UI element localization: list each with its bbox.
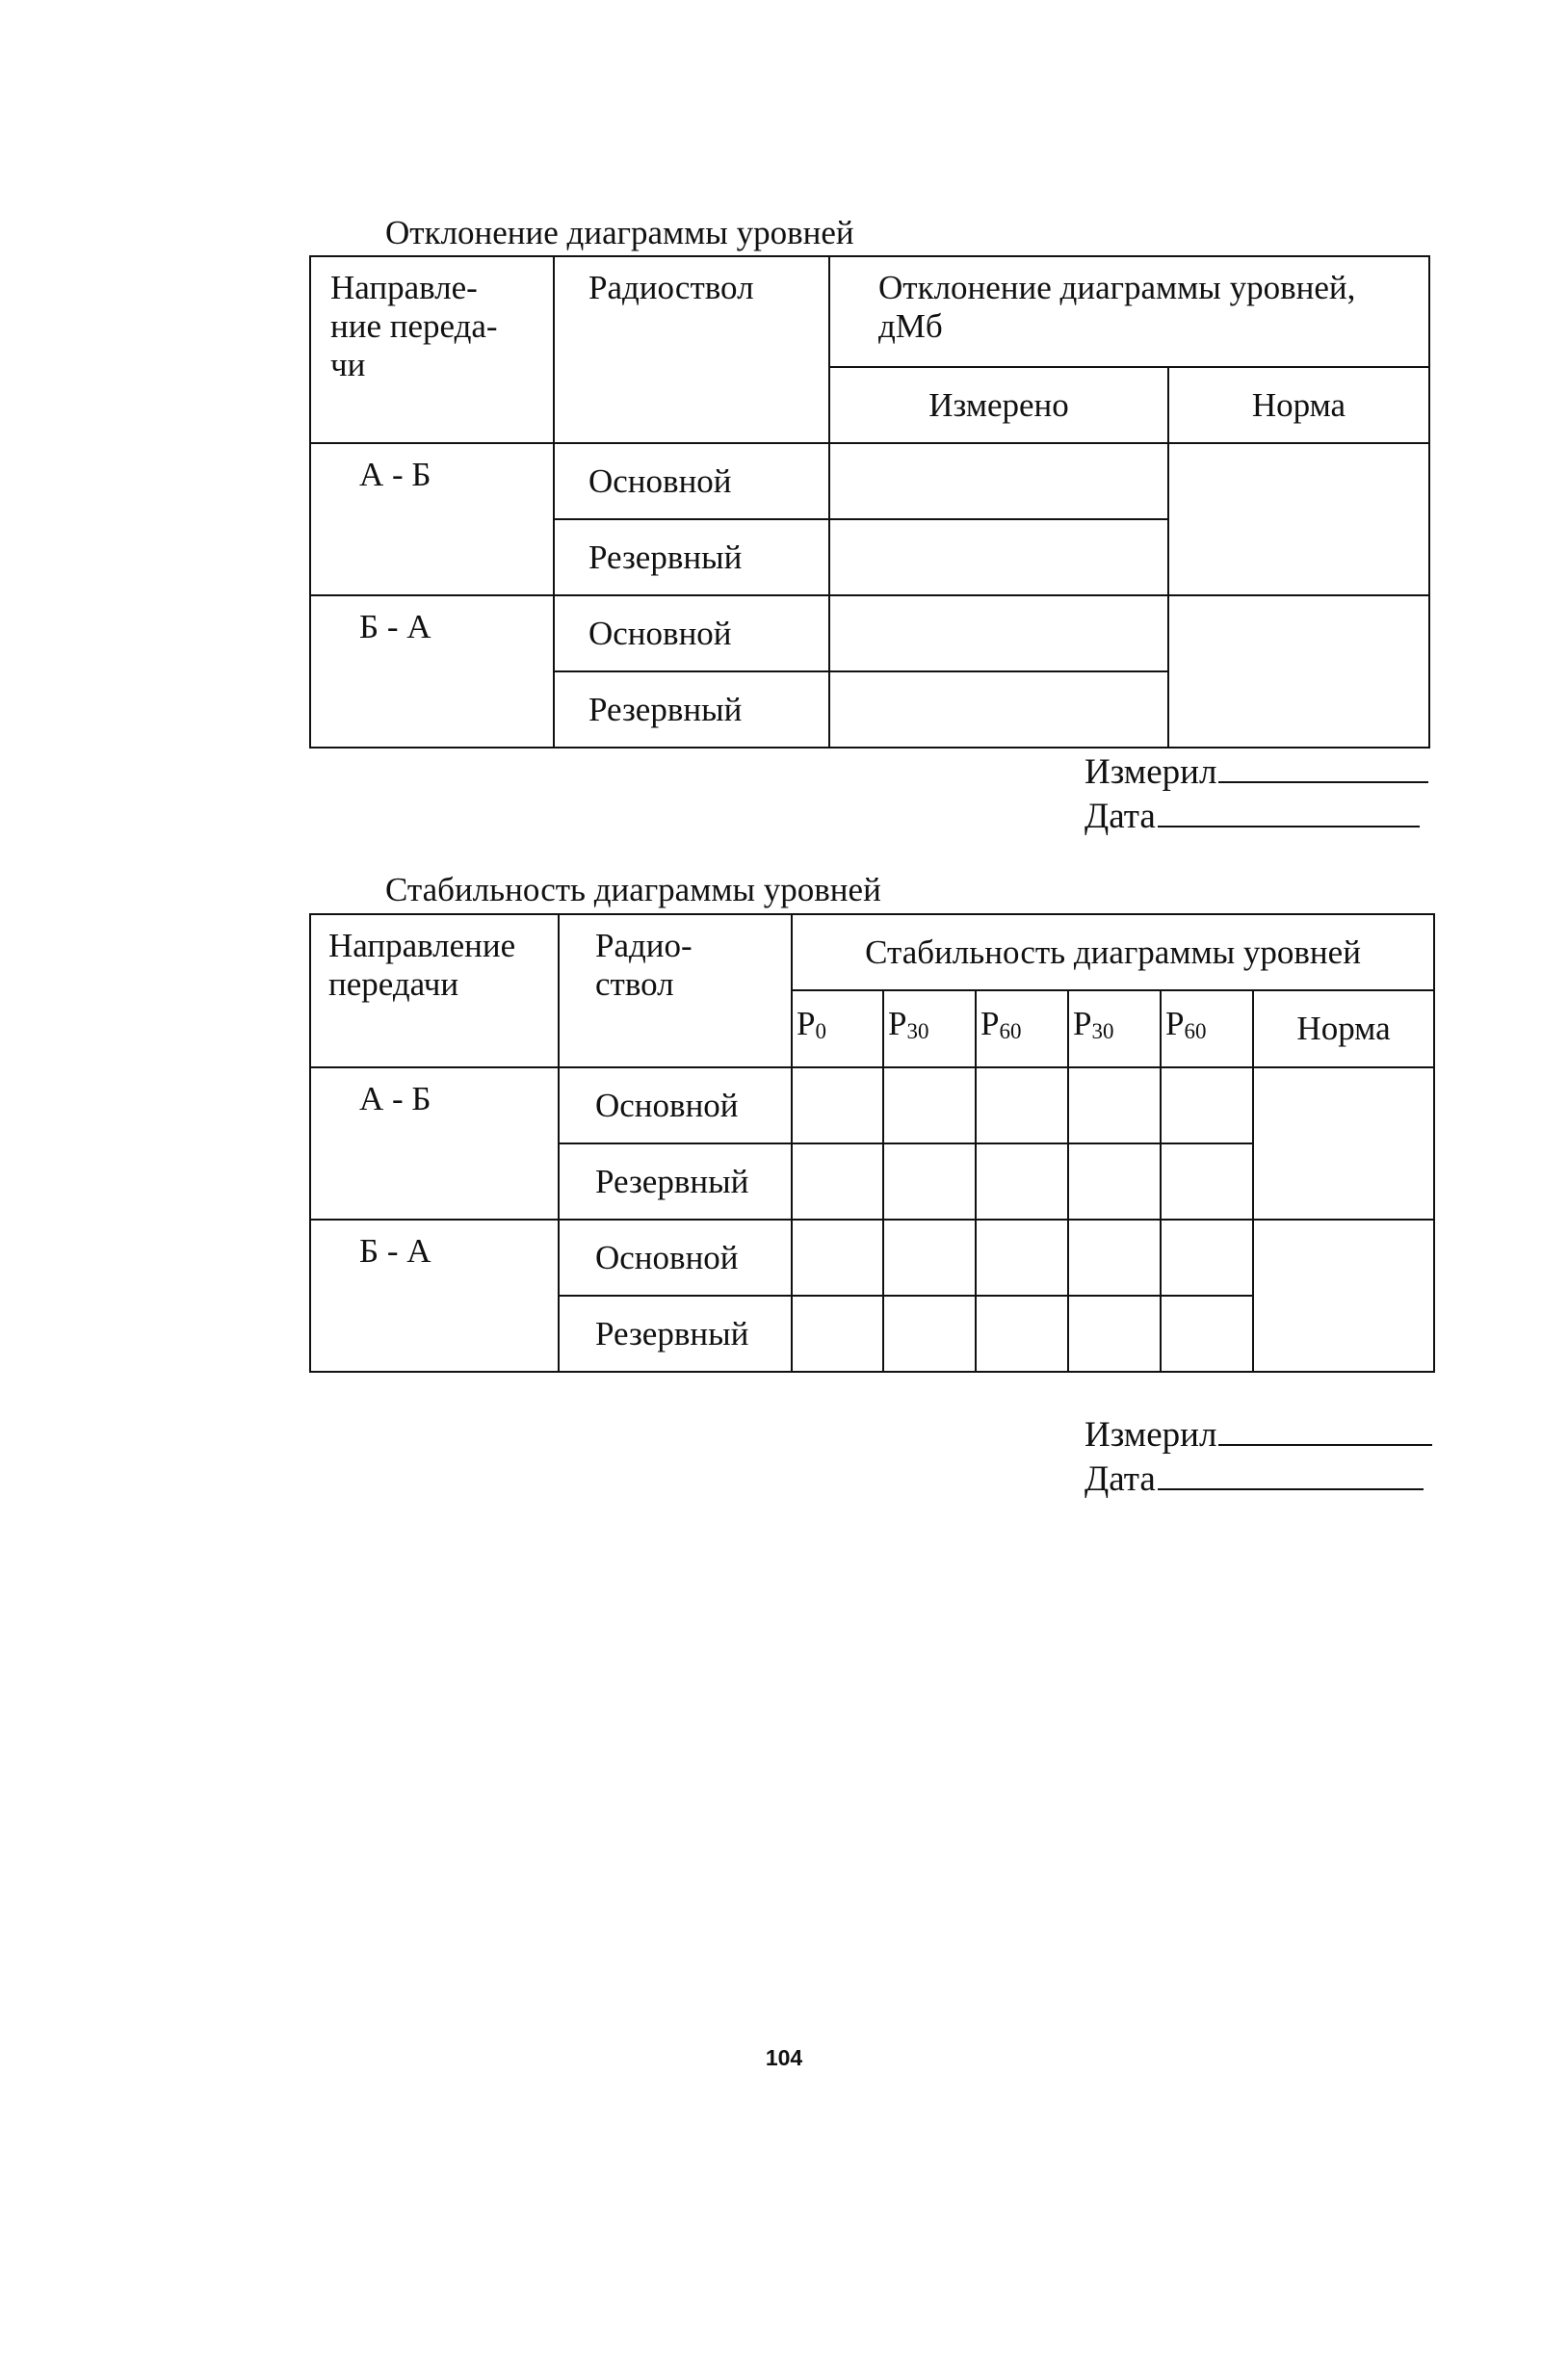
table2-measured-by (1085, 1414, 1432, 1457)
p-base: P (980, 1005, 1000, 1042)
table2-date (1085, 1458, 1424, 1501)
channel-header-text: Радиоствол (588, 269, 754, 306)
channel-cell: Резервный (559, 1296, 792, 1372)
measured-by-line[interactable] (1218, 1443, 1432, 1446)
norm-cell[interactable] (1253, 1220, 1434, 1372)
measured-by-label: Измерил (1085, 1415, 1217, 1455)
direction-cell: А - Б (310, 1067, 559, 1220)
stability-header: Стабильность диаграммы уровней (792, 914, 1434, 990)
p-value-cell[interactable] (976, 1296, 1068, 1372)
p-sub: 30 (906, 1019, 929, 1043)
channel-cell: Основной (554, 443, 829, 519)
direction-header (310, 914, 559, 1067)
p-base: P (797, 1005, 816, 1042)
channel-header-line: Радио- (595, 927, 693, 964)
measured-by-line[interactable] (1218, 780, 1428, 783)
direction-header-line: Направление (328, 927, 516, 964)
deviation-header (829, 256, 1429, 367)
p-value-cell[interactable] (1161, 1067, 1253, 1143)
direction-header-line: передачи (328, 965, 459, 1003)
p-value-cell[interactable] (792, 1067, 883, 1143)
p-column-header (976, 990, 1068, 1067)
date-label: Дата (1085, 797, 1156, 836)
channel-cell: Основной (559, 1220, 792, 1296)
p-sub: 60 (1184, 1019, 1207, 1043)
p-value-cell[interactable] (1068, 1296, 1161, 1372)
p-sub: 60 (999, 1019, 1022, 1043)
p-value-cell[interactable] (792, 1143, 883, 1220)
date-label: Дата (1085, 1459, 1156, 1499)
channel-cell: Резервный (559, 1143, 792, 1220)
deviation-header-line: дМб (878, 307, 943, 345)
table1-measured-by (1085, 751, 1428, 794)
p-value-cell[interactable] (792, 1220, 883, 1296)
date-line[interactable] (1158, 1487, 1424, 1490)
p-column-header (792, 990, 883, 1067)
direction-header-line: Направле- (330, 269, 478, 306)
stability-table (309, 913, 1435, 1373)
norm-header: Норма (1253, 990, 1434, 1067)
p-value-cell[interactable] (1068, 1220, 1161, 1296)
date-line[interactable] (1158, 825, 1420, 827)
direction-header-line: ние переда- (330, 307, 498, 345)
p-sub: 30 (1091, 1019, 1114, 1043)
p-value-cell[interactable] (1068, 1067, 1161, 1143)
p-base: P (1073, 1005, 1092, 1042)
channel-cell: Резервный (554, 671, 829, 748)
direction-header (310, 256, 554, 443)
p-base: P (1165, 1005, 1185, 1042)
deviation-table (309, 255, 1430, 749)
norm-header: Норма (1168, 367, 1429, 443)
deviation-header-line: Отклонение диаграммы уровней, (878, 269, 1356, 306)
p-value-cell[interactable] (883, 1067, 976, 1143)
measured-cell[interactable] (829, 519, 1168, 595)
measured-cell[interactable] (829, 671, 1168, 748)
channel-cell: Резервный (554, 519, 829, 595)
p-value-cell[interactable] (976, 1220, 1068, 1296)
p-base: P (888, 1005, 907, 1042)
channel-cell: Основной (559, 1067, 792, 1143)
norm-cell[interactable] (1253, 1067, 1434, 1220)
measured-cell[interactable] (829, 443, 1168, 519)
norm-cell[interactable] (1168, 595, 1429, 748)
direction-cell: А - Б (310, 443, 554, 595)
p-value-cell[interactable] (976, 1143, 1068, 1220)
p-value-cell[interactable] (1161, 1296, 1253, 1372)
channel-header (559, 914, 792, 1067)
page-number: 104 (765, 2045, 803, 2070)
direction-cell: Б - А (310, 595, 554, 748)
p-value-cell[interactable] (883, 1220, 976, 1296)
channel-cell: Основной (554, 595, 829, 671)
p-value-cell[interactable] (1068, 1143, 1161, 1220)
table1-caption: Отклонение диаграммы уровней (385, 214, 854, 251)
p-sub: 0 (815, 1019, 826, 1043)
p-value-cell[interactable] (883, 1296, 976, 1372)
p-value-cell[interactable] (792, 1296, 883, 1372)
table1-date (1085, 796, 1420, 838)
p-column-header (1068, 990, 1161, 1067)
channel-header (554, 256, 829, 443)
p-column-header (1161, 990, 1253, 1067)
direction-cell: Б - А (310, 1220, 559, 1372)
p-column-header (883, 990, 976, 1067)
p-value-cell[interactable] (976, 1067, 1068, 1143)
direction-header-line: чи (330, 346, 366, 383)
p-value-cell[interactable] (883, 1143, 976, 1220)
p-value-cell[interactable] (1161, 1143, 1253, 1220)
measured-by-label: Измерил (1085, 752, 1217, 792)
norm-cell[interactable] (1168, 443, 1429, 595)
table2-caption: Стабильность диаграммы уровней (385, 871, 881, 908)
measured-cell[interactable] (829, 595, 1168, 671)
p-value-cell[interactable] (1161, 1220, 1253, 1296)
channel-header-line: ствол (595, 965, 674, 1003)
measured-header: Измерено (829, 367, 1168, 443)
